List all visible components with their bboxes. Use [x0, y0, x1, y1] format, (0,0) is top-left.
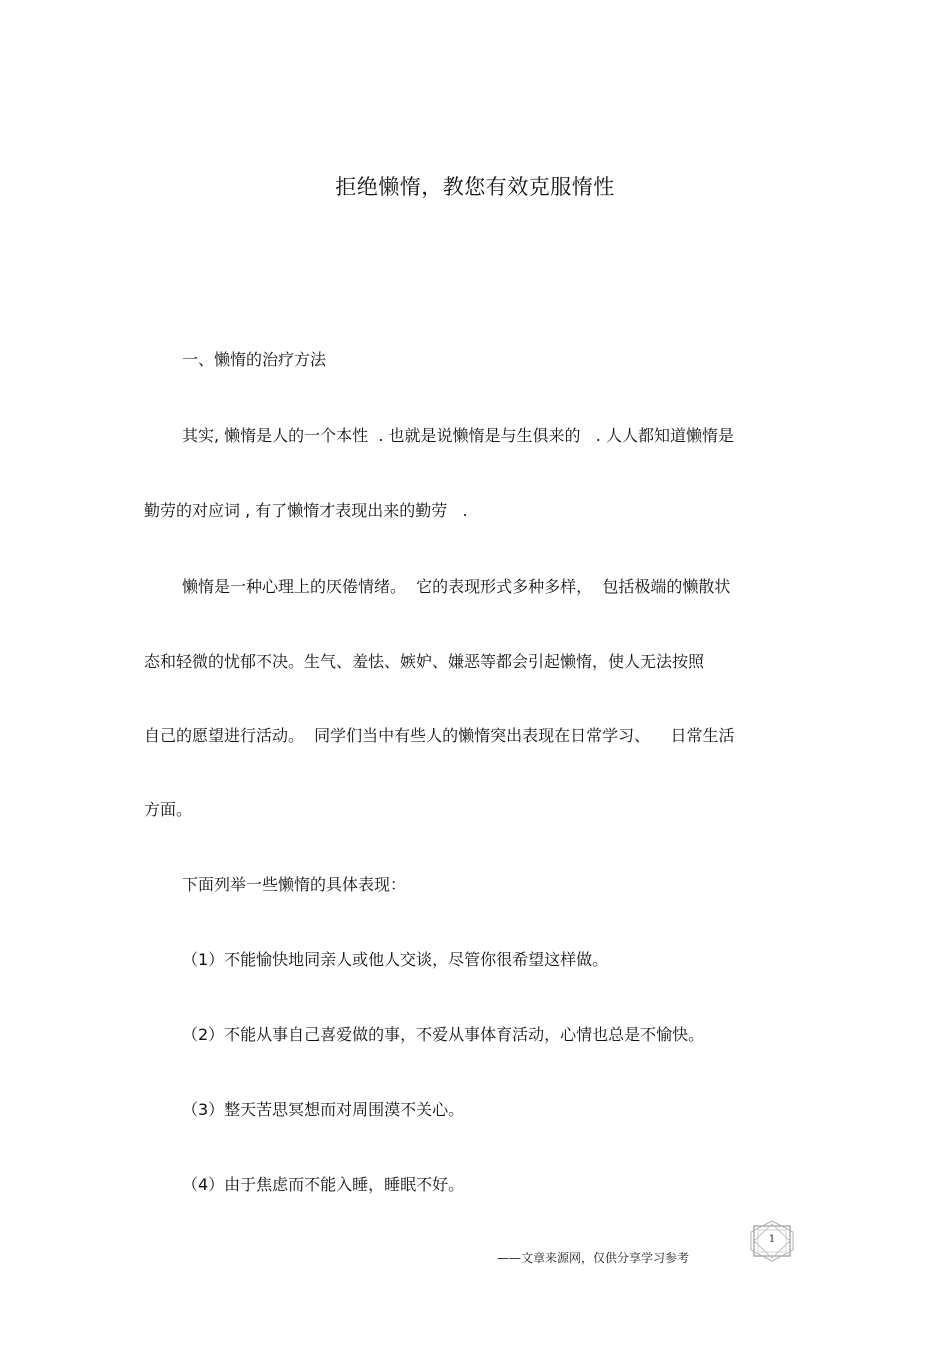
list-item: （2）不能从事自己喜爱做的事，不爱从事体育活动，心情也总是不愉快。 — [182, 1025, 705, 1044]
paragraph-line: 懒惰是一种心理上的厌倦情绪。 它的表现形式多种多样， 包括极端的懒散状 — [182, 577, 731, 596]
paragraph-line: 下面列举一些懒惰的具体表现： — [182, 875, 407, 894]
document-title: 拒绝懒惰，教您有效克服惰性 — [335, 175, 615, 199]
section-heading: 一、懒惰的治疗方法 — [182, 350, 327, 369]
list-item: （3）整天苦思冥想而对周围漠不关心。 — [182, 1100, 465, 1119]
paragraph-line: 自己的愿望进行活动。 同学们当中有些人的懒惰突出表现在日常学习、 日常生活 — [144, 726, 735, 745]
paragraph-line: 方面。 — [144, 800, 193, 819]
paragraph-line: 态和轻微的忧郁不决。生气、羞怯、嫉妒、嫌恶等都会引起懒惰，使人无法按照 — [144, 652, 705, 671]
page-number: 1 — [768, 1234, 776, 1245]
list-item: （1）不能愉快地同亲人或他人交谈，尽管你很希望这样做。 — [182, 950, 609, 969]
paragraph-line: 勤劳的对应词 , 有了懒惰才表现出来的勤劳 . — [144, 501, 468, 520]
paragraph-line: 其实, 懒惰是人的一个本性 . 也就是说懒惰是与生俱来的 . 人人都知道懒惰是 — [182, 426, 734, 445]
footer-source-note: ——文章来源网，仅供分享学习参考 — [497, 1251, 690, 1265]
list-item: （4）由于焦虑而不能入睡，睡眠不好。 — [182, 1175, 465, 1194]
